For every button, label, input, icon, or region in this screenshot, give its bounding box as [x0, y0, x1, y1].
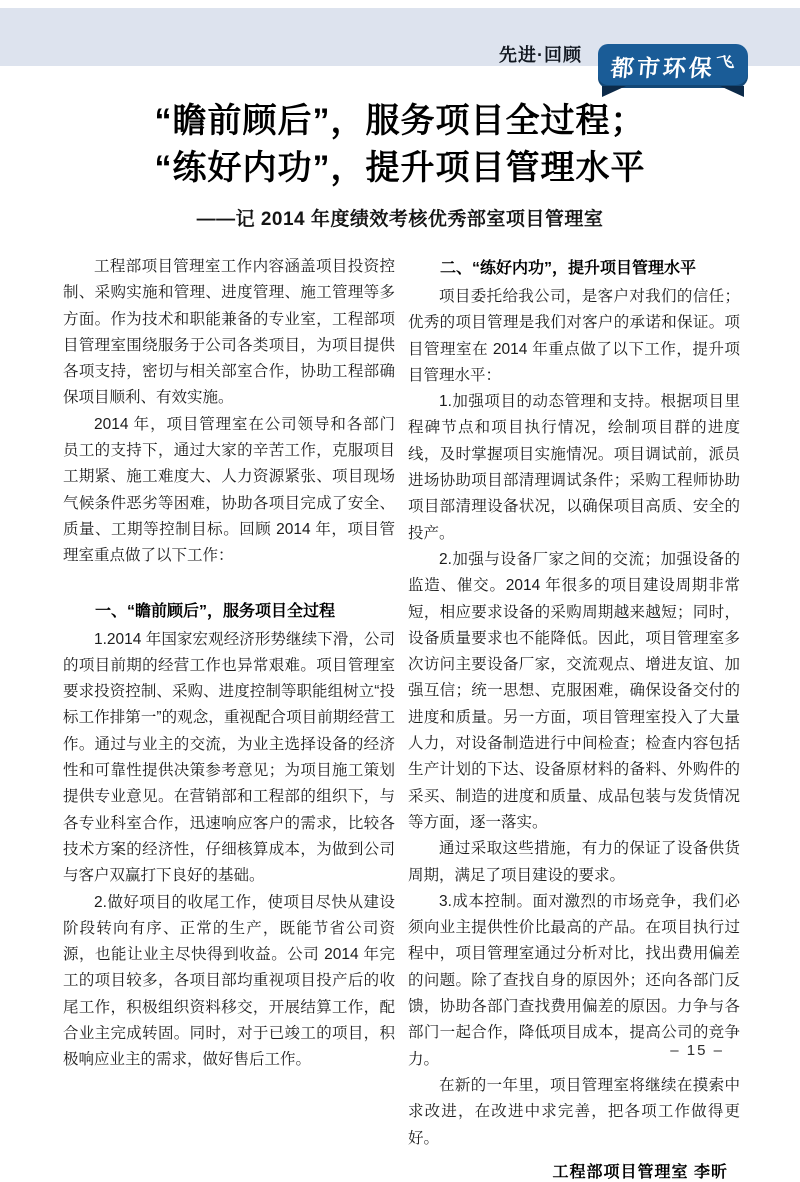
section-heading-1: 一、“瞻前顾后”，服务项目全过程: [95, 602, 336, 620]
author-signature: 工程部项目管理室 李昕: [552, 1163, 728, 1181]
paragraph: 3.成本控制。面对激烈的市场竞争，我们必须向业主提供性价比最高的产品。在项目执行过程中，项目管理室通过分析对比，找出费用偏差的问题。除了查找自身的原因外；还向各部门反馈，协助各部门查找费用偏差的原因。力争与各部门一起合作，降低项目成本，提高公司的竞争力。: [408, 892, 740, 1068]
section-heading-2: 二、“练好内功”，提升项目管理水平: [440, 260, 697, 277]
article-subtitle: ——记 2014 年度绩效考核优秀部室项目管理室: [196, 209, 604, 230]
article-title-line2: “练好内功”，提升项目管理水平: [154, 149, 646, 187]
brand-badge: [598, 44, 748, 88]
section-label: 先进·回顾: [499, 45, 582, 65]
paragraph: 在新的一年里，项目管理室将继续在摸索中求改进，在改进中求完善，把各项工作做得更好。: [408, 1076, 740, 1147]
paragraph: 工程部项目管理室工作内容涵盖项目投资控制、采购实施和管理、进度管理、施工管理等多方面。作为技术和职能兼备的专业室，工程部项目管理室围绕服务于公司各类项目，为项目提供各项支持，密切与相关部室合作，协助工程部确保项目顺利、有效实施。: [63, 258, 395, 407]
paragraph: 1.加强项目的动态管理和支持。根据项目里程碑节点和项目执行情况，绘制项目群的进度线，及时掌握项目实施情况。项目调试前，派员进场协助项目部清理调试条件；采购工程师协助项目部清理设备状况，以确保项目高质、安全的投产。: [408, 393, 740, 542]
left-column: [63, 254, 395, 1182]
brand-badge-text: 都市环保: [610, 54, 717, 81]
article-title-line1: “瞻前顾后”，服务项目全过程；: [154, 102, 646, 140]
paragraph: 2014 年，项目管理室在公司领导和各部门员工的支持下，通过大家的辛苦工作，克服项目工期紧、施工难度大、人力资源紧张、项目现场气候条件恶劣等困难，协助各项目完成了安全、质量、工期等控制目标。回顾 2014 年，项目管理室重点做了以下工作：: [63, 415, 395, 565]
paragraph: 2.做好项目的收尾工作，使项目尽快从建设阶段转向有序、正常的生产，既能节省公司资源，也能让业主尽快得到收益。公司 2014 年完工的项目较多，各项目部均重视项目投产后的收尾工作，积极组织资料移交，开展结算工作，配合业主完成转固。同时，对于已竣工的项目，积极响应业主的需求，做好售后工作。: [63, 893, 395, 1069]
paragraph: 1.2014 年国家宏观经济形势继续下滑，公司的项目前期的经营工作也异常艰难。项目管理室要求投资控制、采购、进度控制等职能组树立“投标工作排第一”的观念，重视配合项目前期经营工作。通过与业主的交流，为业主选择设备的经济性和可靠性提供决策参考意见；为项目施工策划提供专业意见。在营销部和工程部的组织下，与各专业科室合作，迅速响应客户的需求，比较各技术方案的经济性，仔细核算成本，为做到公司与客户双赢打下良好的基础。: [63, 630, 395, 885]
article-columns: [63, 254, 740, 1182]
paragraph: 2.加强与设备厂家之间的交流；加强设备的监造、催交。2014 年很多的项目建设周期非常短，相应要求设备的采购周期越来越短；同时，设备质量要求也不能降低。因此，项目管理室多次访问主要设备厂家，交流观点、增进友谊、加强互信；统一思想、克服困难，确保设备交付的进度和质量。另一方面，项目管理室投入了大量人力，对设备制造进行中间检查；检查内容包括生产计划的下达、设备原材料的备料、外购件的采买、制造的进度和质量、成品包装与发货情况等方面，逐一落实。: [408, 550, 740, 831]
page-number: – 15 –: [670, 1042, 724, 1059]
paragraph: 项目委托给我公司，是客户对我们的信任；优秀的项目管理是我们对客户的承诺和保证。项目管理室在 2014 年重点做了以下工作，提升项目管理水平：: [408, 288, 740, 384]
paragraph: 通过采取这些措施，有力的保证了设备供货周期，满足了项目建设的要求。: [408, 840, 740, 884]
wind-logo-icon: 飞: [716, 53, 736, 74]
